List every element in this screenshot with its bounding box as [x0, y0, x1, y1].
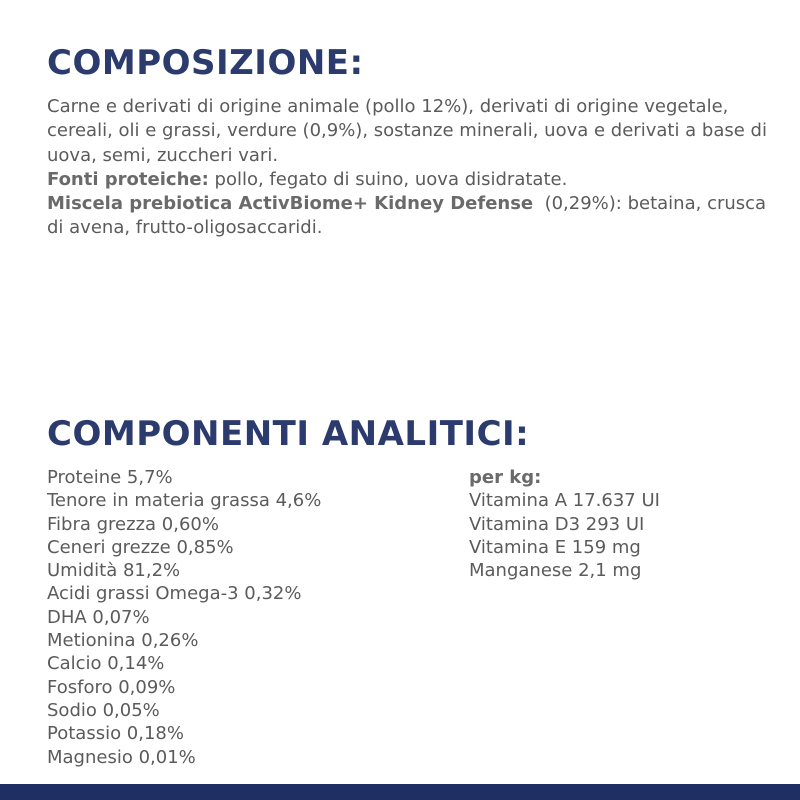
additive-item: Vitamina E 159 mg [469, 536, 641, 558]
additives-per-kg-list [469, 466, 660, 582]
prebiotic-blend-label: Miscela prebiotica ActivBiome+ Kidney Defense [47, 193, 534, 215]
protein-sources-label: Fonti proteiche: [47, 168, 209, 190]
analytic-item: Fibra grezza 0,60% [47, 513, 219, 535]
composition-text [47, 95, 782, 241]
additive-item: Vitamina A 17.637 UI [469, 490, 660, 512]
composition-heading: COMPOSIZIONE: [47, 43, 364, 83]
protein-sources [47, 168, 782, 192]
composition-body: Carne e derivati di origine animale (pollo 12%), derivati di origine vegetale, cereali, oli e grassi, verdure (0,9%), sostanze minerali, uova e derivati a base di uova, semi, zuccheri vari. [47, 96, 767, 166]
analytic-item: Umidità 81,2% [47, 560, 181, 582]
analytic-item: Metionina 0,26% [47, 630, 199, 652]
additive-item: Vitamina D3 293 UI [469, 513, 645, 535]
analytic-item: Magnesio 0,01% [47, 746, 196, 768]
analytics-heading: COMPONENTI ANALITICI: [47, 414, 530, 454]
bottom-color-bar [0, 784, 800, 800]
analytic-item: Tenore in materia grassa 4,6% [47, 490, 322, 512]
analytic-item: DHA 0,07% [47, 606, 150, 628]
analytic-item: Acidi grassi Omega-3 0,32% [47, 583, 302, 605]
analytic-item: Proteine 5,7% [47, 467, 173, 488]
prebiotic-blend [47, 192, 782, 241]
analytic-item: Potassio 0,18% [47, 723, 184, 745]
additive-item: Manganese 2,1 mg [469, 560, 642, 582]
analytic-item: Sodio 0,05% [47, 699, 160, 721]
per-kg-label: per kg: [469, 467, 542, 488]
analytic-item: Calcio 0,14% [47, 653, 165, 675]
analytic-item: Fosforo 0,09% [47, 676, 176, 698]
prebiotic-blend-text: (0,29%): betaina, crusca di avena, frutto-oligosaccaridi. [47, 193, 772, 239]
analytic-components-list [47, 466, 321, 769]
analytic-item: Ceneri grezze 0,85% [47, 536, 234, 558]
protein-sources-text: pollo, fegato di suino, uova disidratate. [208, 168, 568, 190]
